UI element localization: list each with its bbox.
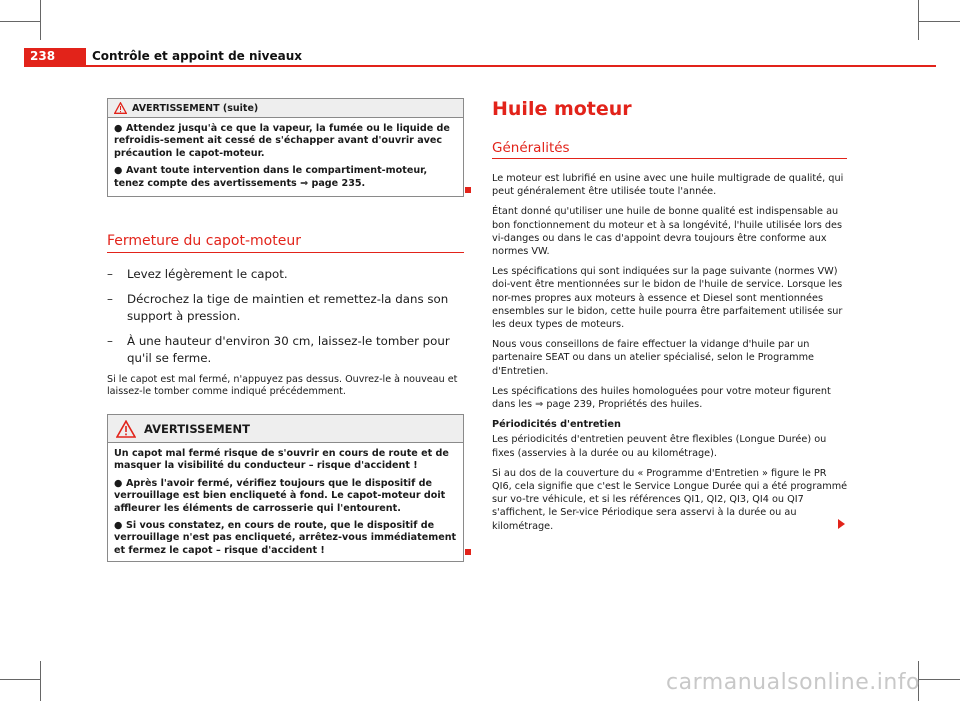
crop-mark [40, 0, 41, 40]
warning-continued-title: AVERTISSEMENT (suite) [132, 102, 259, 114]
warning-continued-box [107, 98, 464, 197]
crop-mark [0, 21, 40, 22]
paragraph: Les spécifications qui sont indiquées sur la page suivante (normes VW) doi-vent être mentionnées sur le bidon de l'huile de service. Lorsque les nor-mes propres aux moteurs à essence et Diesel sont mentionnées ensembles sur le bidon, cette huile pourra être parfaitement utilisée sur les deux types de moteurs. [492, 266, 843, 331]
subheading-intervals: Périodicités d'entretien [492, 419, 621, 431]
paragraph: Nous vous conseillons de faire effectuer la vidange d'huile par un partenaire SEAT ou dans un atelier spécialisé, selon le Programme d'Entretien. [492, 339, 815, 377]
watermark: carmanualsonline.info [666, 670, 920, 695]
paragraph: Le moteur est lubrifié en usine avec une huile multigrade de qualité, qui peut généralement être utilisée toute l'année. [492, 173, 844, 198]
warning-header [108, 415, 463, 443]
paragraph: Les périodicités d'entretien peuvent être flexibles (Longue Durée) ou fixes (asservies à la durée ou au kilométrage). [492, 434, 827, 459]
step-item: – À une hauteur d'environ 30 cm, laissez-le tomber pour qu'il se ferme. [107, 334, 450, 365]
section-rule [107, 252, 464, 253]
warning-item: ● Avant toute intervention dans le compartiment-moteur, tenez compte des avertissements ⇒ page 235. [114, 165, 428, 189]
warning-title: AVERTISSEMENT [144, 421, 251, 436]
warning-item: ● Après l'avoir fermé, vérifiez toujours que le dispositif de verrouillage est bien encliqueté à fond. Le capot-moteur doit affleurer les éléments de carrosserie qui l'entourent. [114, 477, 446, 514]
warning-continued-header [108, 99, 463, 118]
step-item: – Décrochez la tige de maintien et remettez-la dans son support à pression. [107, 292, 449, 323]
page-number: 238 [24, 48, 86, 65]
continue-arrow-icon [838, 519, 845, 529]
page-header-title: Contrôle et appoint de niveaux [92, 49, 302, 63]
section-rule [492, 158, 847, 159]
chapter-title-oil: Huile moteur [492, 98, 632, 120]
section-title-general: Généralités [492, 140, 570, 156]
crop-mark [918, 679, 960, 680]
closing-note: Si le capot est mal fermé, n'appuyez pas dessus. Ouvrez-le à nouveau et laissez-le tomber comme indiqué précédemment. [107, 374, 458, 398]
warning-triangle-icon [114, 102, 127, 114]
crop-mark [40, 661, 41, 701]
crop-mark [918, 0, 919, 40]
paragraph: Les spécifications des huiles homologuées pour votre moteur figurent dans les ⇒ page 239, Propriétés des huiles. [492, 385, 831, 411]
section-title-closing: Fermeture du capot-moteur [107, 233, 301, 249]
warning-box [107, 414, 464, 562]
section-end-icon [465, 549, 471, 555]
header-rule [24, 65, 936, 67]
crop-mark [0, 679, 40, 680]
section-end-icon [465, 187, 471, 193]
warning-intro: Un capot mal fermé risque de s'ouvrir en cours de route et de masquer la visibilité du conducteur – risque d'accident ! [114, 448, 449, 472]
warning-item: ● Attendez jusqu'à ce que la vapeur, la fumée ou le liquide de refroidis-sement ait cessé de s'échapper avant d'ouvrir avec précaution le capot-moteur. [114, 123, 450, 159]
paragraph: Étant donné qu'utiliser une huile de bonne qualité est indispensable au bon fonctionnement du moteur et à sa longévité, l'huile utilisée lors des vi-danges ou dans le cas d'appoint devra toujours être conforme aux normes VW. [492, 206, 842, 258]
steps-list [107, 266, 467, 375]
oil-body [492, 172, 849, 540]
crop-mark [918, 21, 960, 22]
warning-triangle-icon [116, 420, 136, 438]
paragraph: Si au dos de la couverture du « Programme d'Entretien » figure le PR QI6, cela signifie que c'est le Service Longue Durée qui a été programmé sur vo-tre véhicule, et si les références QI1, QI2, QI3, QI4 ou QI7 s'affichent, le Ser-vice Périodique sera asservi à la durée ou au kilométrage. [492, 467, 848, 532]
step-item: – Levez légèrement le capot. [107, 267, 288, 281]
warning-item: ● Si vous constatez, en cours de route, que le dispositif de verrouillage n'est pas encliqueté, arrêtez-vous immédiatement et fermez le capot – risque d'accident ! [114, 520, 457, 556]
